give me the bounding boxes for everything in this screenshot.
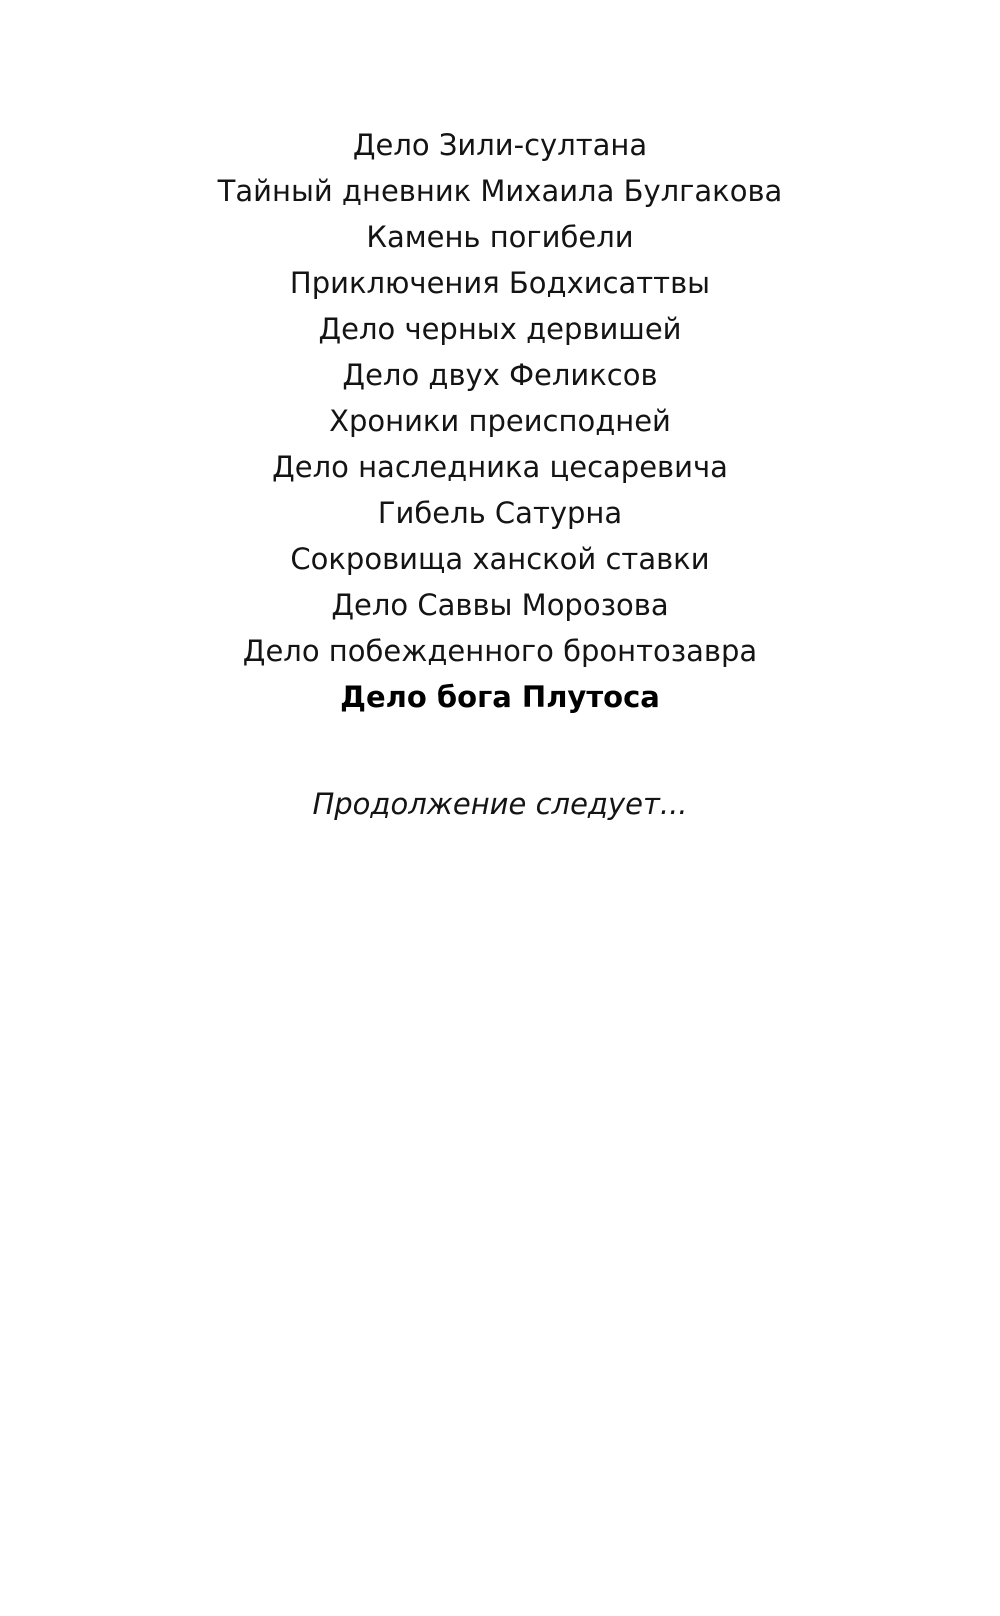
- series-title-item: Дело черных дервишей: [318, 312, 682, 346]
- series-title-item: Гибель Сатурна: [377, 496, 623, 530]
- series-title-item: Тайный дневник Михаила Булгакова: [217, 174, 783, 208]
- series-title-item: Сокровища ханской ставки: [290, 542, 710, 576]
- series-title-item: Дело наследника цесаревича: [272, 450, 728, 484]
- to-be-continued-text: Продолжение следует...: [312, 787, 688, 821]
- series-title-list: [0, 122, 1000, 720]
- series-title-item: Дело двух Феликсов: [342, 358, 658, 392]
- series-title-item: Приключения Бодхисаттвы: [289, 266, 711, 300]
- series-title-item: Дело Зили-султана: [352, 128, 648, 162]
- current-book-title: Дело бога Плутоса: [340, 680, 660, 714]
- series-title-item: Хроники преисподней: [329, 404, 671, 438]
- series-title-item: Камень погибели: [366, 220, 634, 254]
- series-title-item: Дело Саввы Морозова: [331, 588, 669, 622]
- series-title-item: Дело побежденного бронтозавра: [242, 634, 758, 668]
